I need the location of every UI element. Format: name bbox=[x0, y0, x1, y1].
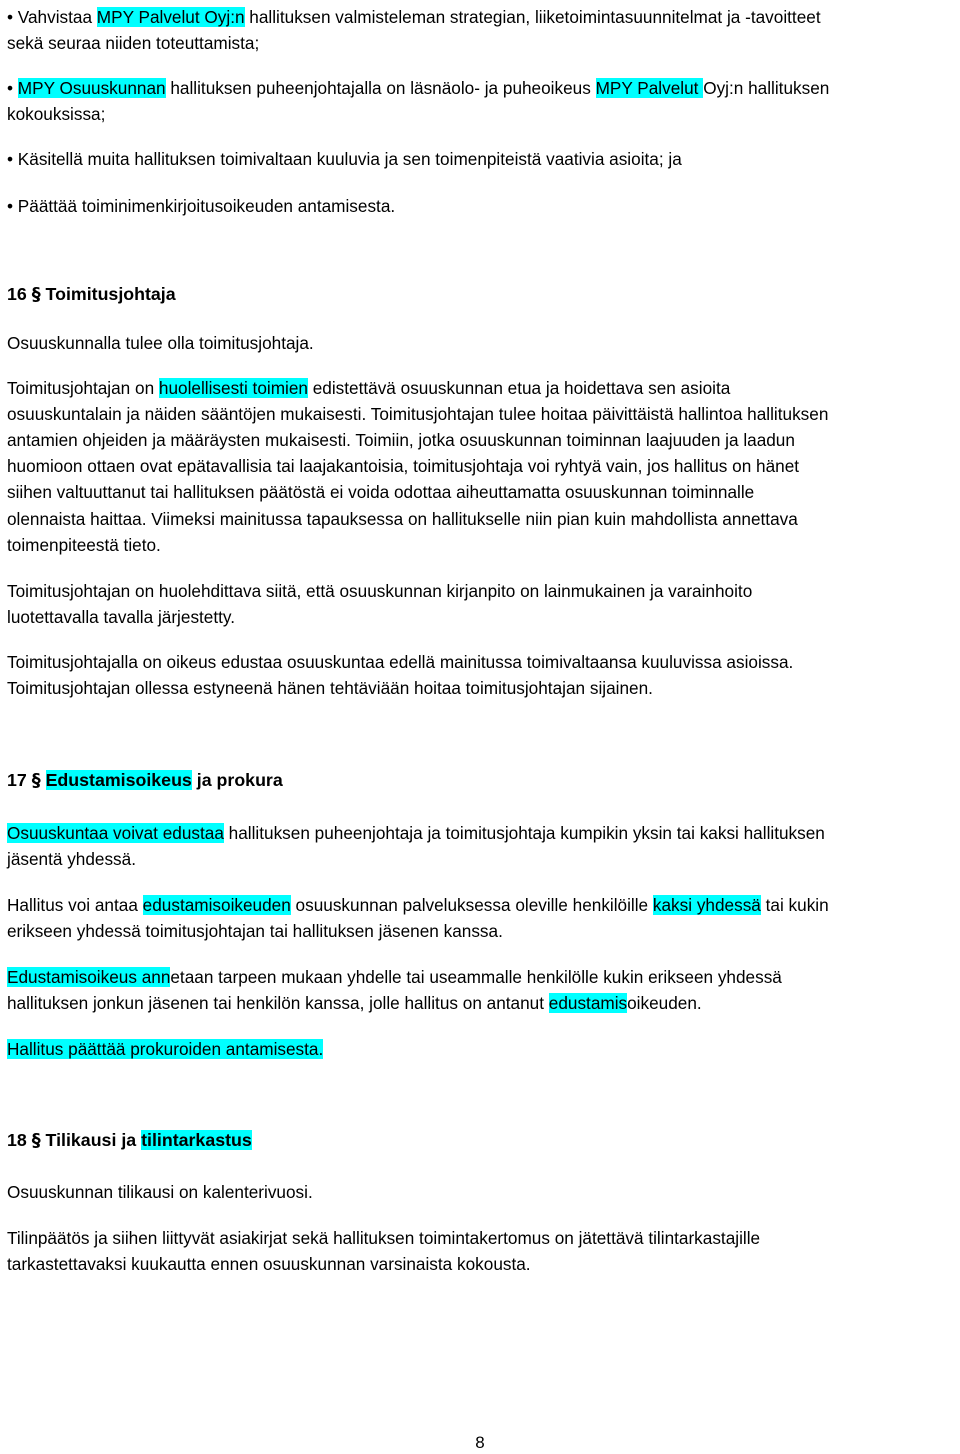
text-segment: Toimitusjohtajan ollessa estyneenä hänen tehtäviään hoitaa toimitusjohtajan sijainen. bbox=[7, 678, 653, 698]
text-line bbox=[7, 534, 161, 556]
text-line bbox=[7, 651, 793, 673]
highlighted-text: Hallitus päättää prokuroiden antamisesta. bbox=[7, 1039, 324, 1059]
text-segment: tai kukin bbox=[760, 895, 829, 915]
text-segment: jäsentä yhdessä. bbox=[7, 849, 136, 869]
text-line bbox=[7, 580, 752, 602]
text-segment: Oyj:n hallituksen bbox=[703, 78, 830, 98]
text-segment: • Vahvistaa bbox=[7, 7, 97, 27]
text-segment: luotettavalla tavalla järjestetty. bbox=[7, 607, 236, 627]
text-segment: • bbox=[7, 78, 18, 98]
section-heading bbox=[7, 1129, 252, 1152]
section-sign: § bbox=[31, 284, 41, 305]
highlighted-text: MPY Osuuskunnan bbox=[17, 78, 166, 98]
text-line bbox=[7, 332, 314, 354]
section-heading bbox=[7, 769, 283, 792]
highlighted-text: Osuuskuntaa voivat edustaa bbox=[7, 823, 224, 843]
text-segment: Osuuskunnan tilikausi on kalenterivuosi. bbox=[7, 1182, 313, 1202]
text-line bbox=[7, 6, 821, 28]
text-line bbox=[7, 1227, 760, 1249]
highlighted-text: Edustamisoikeus ann bbox=[7, 967, 171, 987]
text-segment: 16 bbox=[7, 284, 32, 304]
text-segment: Tilinpäätös ja siihen liittyvät asiakirjat sekä hallituksen toimintakertomus on jätettävä tilintarkastajille bbox=[7, 1228, 761, 1248]
text-segment: tarkastettavaksi kuukautta ennen osuuskunnan varsinaista kokousta. bbox=[7, 1254, 531, 1274]
text-segment: hallituksen jonkun jäsenen tai henkilön kanssa, jolle hallitus on antanut bbox=[7, 993, 549, 1013]
text-segment: Toimitusjohtajan on huolehdittava siitä, että osuuskunnan kirjanpito on lainmukainen ja varainhoito bbox=[7, 581, 753, 601]
text-segment: Toimitusjohtajalla on oikeus edustaa osuuskuntaa edellä mainitussa toimivaltaansa kuuluvissa asioissa. bbox=[7, 652, 794, 672]
text-line bbox=[7, 966, 782, 988]
text-line bbox=[7, 677, 653, 699]
text-line bbox=[7, 195, 395, 217]
section-sign: § bbox=[31, 770, 41, 791]
text-line bbox=[7, 1253, 531, 1275]
text-segment: etaan tarpeen mukaan yhdelle tai useammalle henkilölle kukin erikseen yhdessä bbox=[170, 967, 782, 987]
text-segment: hallituksen puheenjohtajalla on läsnäolo- ja puheoikeus bbox=[165, 78, 596, 98]
text-segment: 18 bbox=[7, 1130, 32, 1150]
text-line bbox=[7, 992, 702, 1014]
highlighted-text: MPY Palvelut Oyj:n bbox=[96, 7, 245, 27]
page-number: 8 bbox=[475, 1433, 485, 1452]
highlighted-text: huolellisesti toimien bbox=[158, 378, 308, 398]
text-segment: osuuskunnan palveluksessa oleville henkilöille bbox=[290, 895, 653, 915]
text-segment bbox=[41, 770, 46, 790]
text-segment: osuuskuntalain ja näiden sääntöjen mukaisesti. Toimitusjohtajan tulee hoitaa päivittäistä hallintoa hallituksen bbox=[7, 404, 829, 424]
text-segment: antamien ohjeiden ja määräysten mukaisesti. Toimiin, jotka osuuskunnan toiminnan laajuuden ja laadun bbox=[7, 430, 795, 450]
text-segment: toimenpiteestä tieto. bbox=[7, 535, 161, 555]
text-segment: ja prokura bbox=[191, 770, 283, 790]
text-segment: oikeuden. bbox=[627, 993, 702, 1013]
text-segment: Toimitusjohtajan on bbox=[7, 378, 159, 398]
section-sign: § bbox=[31, 1130, 41, 1151]
highlighted-text: edustamisoikeuden bbox=[142, 895, 291, 915]
text-line bbox=[7, 429, 795, 451]
text-line bbox=[7, 77, 829, 99]
text-segment: Toimitusjohtaja bbox=[40, 284, 176, 304]
text-line bbox=[7, 455, 799, 477]
text-line bbox=[7, 377, 730, 399]
text-segment: Osuuskunnalla tulee olla toimitusjohtaja. bbox=[7, 333, 314, 353]
text-line bbox=[7, 103, 105, 125]
text-line bbox=[7, 148, 682, 170]
highlighted-text: tilintarkastus bbox=[141, 1130, 252, 1150]
text-line bbox=[7, 403, 828, 425]
text-segment: 17 bbox=[7, 770, 32, 790]
text-segment: Hallitus voi antaa bbox=[7, 895, 143, 915]
highlighted-text: kaksi yhdessä bbox=[652, 895, 761, 915]
highlighted-text: Edustamisoikeus bbox=[45, 770, 192, 790]
section-heading bbox=[7, 283, 176, 306]
text-line bbox=[7, 822, 825, 844]
text-line bbox=[7, 848, 136, 870]
text-line bbox=[7, 894, 829, 916]
text-line bbox=[7, 32, 259, 54]
text-line bbox=[7, 481, 754, 503]
text-segment: olennaista haittaa. Viimeksi mainitussa tapauksessa on hallitukselle niin pian kuin mahdollista annettava bbox=[7, 509, 798, 529]
text-segment: hallituksen puheenjohtaja ja toimitusjohtaja kumpikin yksin tai kaksi hallituksen bbox=[223, 823, 825, 843]
text-segment: edistettävä osuuskunnan etua ja hoidettava sen asioita bbox=[307, 378, 731, 398]
text-line bbox=[7, 1181, 313, 1203]
text-segment: kokouksissa; bbox=[7, 104, 106, 124]
text-line bbox=[7, 920, 503, 942]
text-segment: hallituksen valmisteleman strategian, liiketoimintasuunnitelmat ja -tavoitteet bbox=[244, 7, 821, 27]
highlighted-text: edustamis bbox=[548, 993, 628, 1013]
text-line bbox=[7, 606, 235, 628]
text-segment: • Käsitellä muita hallituksen toimivaltaan kuuluvia ja sen toimenpiteistä vaativia asioita; ja bbox=[7, 149, 682, 169]
text-segment: Tilikausi ja bbox=[40, 1130, 142, 1150]
text-segment: erikseen yhdessä toimitusjohtajan tai hallituksen jäsenen kanssa. bbox=[7, 921, 503, 941]
text-segment: huomioon ottaen ovat epätavallisia tai laajakantoisia, toimitusjohtaja voi ryhtyä vain, jos hallitus on hänet bbox=[7, 456, 800, 476]
text-segment: • Päättää toiminimenkirjoitusoikeuden antamisesta. bbox=[7, 196, 396, 216]
text-segment: sekä seuraa niiden toteuttamista; bbox=[7, 33, 260, 53]
text-line bbox=[7, 1038, 323, 1060]
text-line bbox=[7, 508, 798, 530]
highlighted-text: MPY Palvelut bbox=[595, 78, 704, 98]
text-segment: siihen valtuuttanut tai hallituksen päätöstä ei voida odottaa aiheuttamatta osuuskunnan toiminnalle bbox=[7, 482, 755, 502]
